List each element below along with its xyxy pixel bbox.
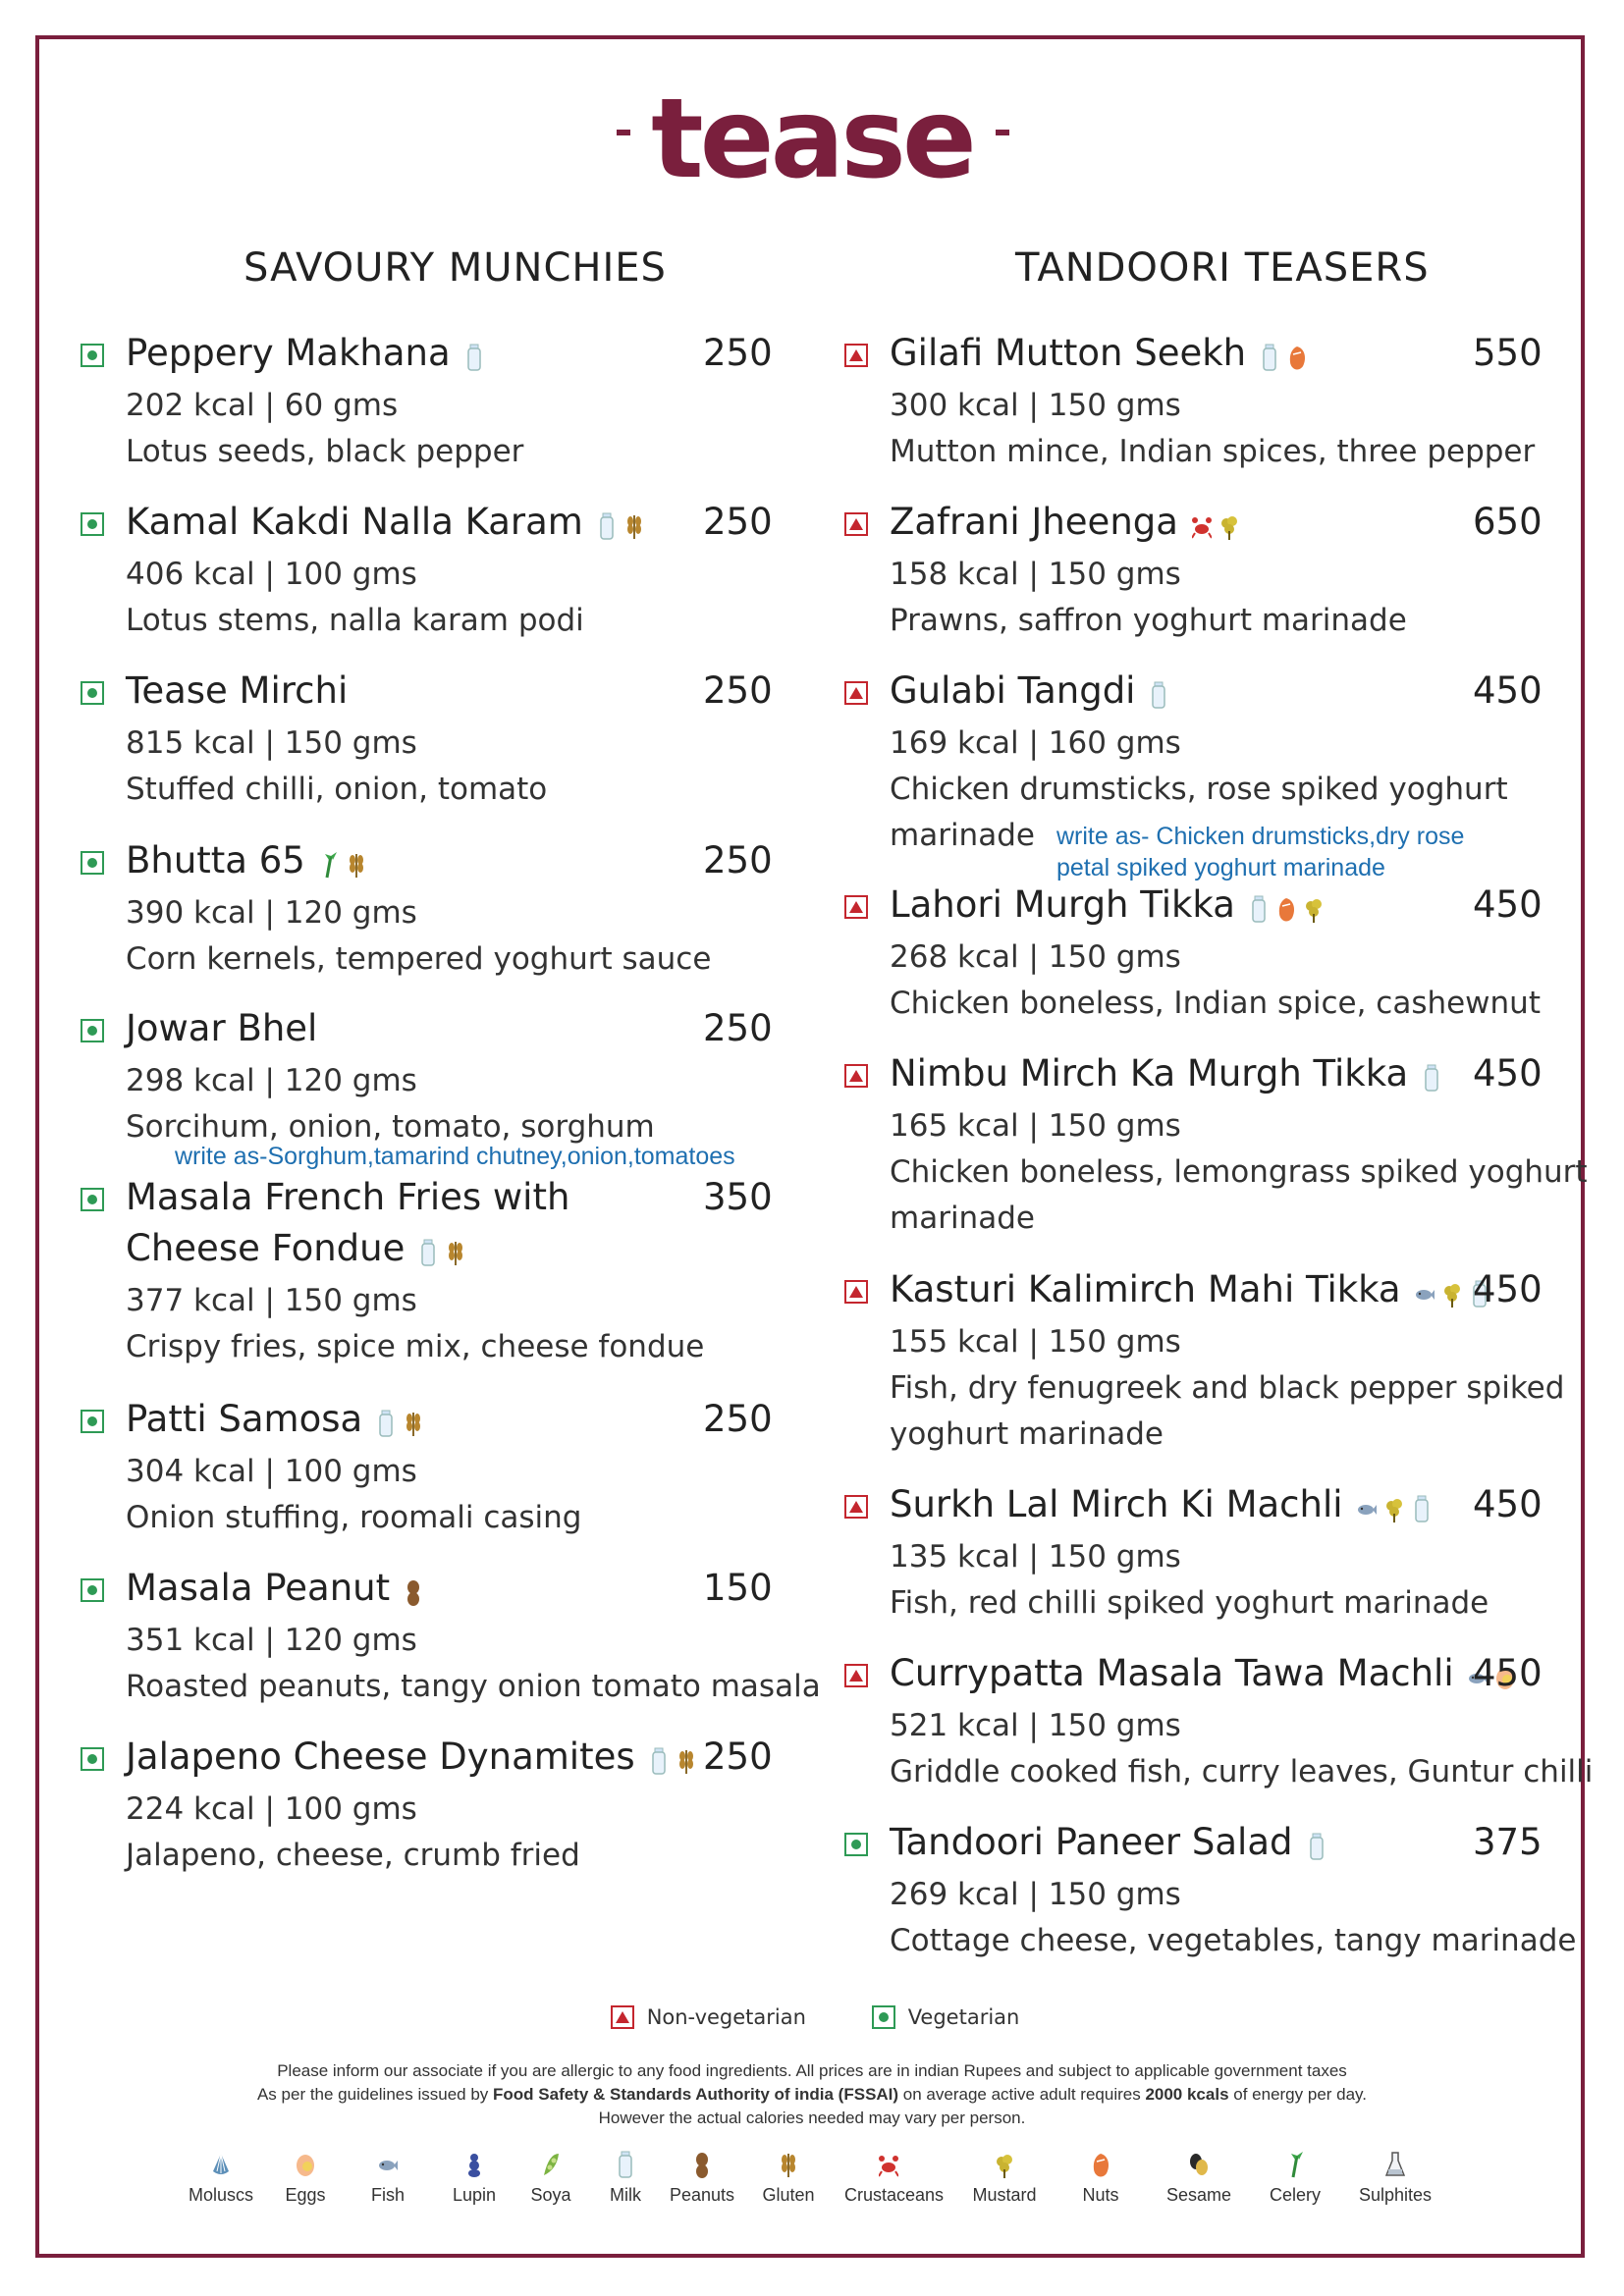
menu-item — [81, 839, 787, 983]
mustard-icon — [995, 2150, 1014, 2179]
item-description: Chicken drumsticks, rose spiked yoghurt — [890, 772, 1508, 807]
footer-line-1: Please inform our associate if you are allergic to any food ingredients. All prices are in indian Rupees and subject to applicable government taxes — [277, 2061, 1347, 2080]
item-allergens — [404, 1569, 431, 1611]
item-description: Crispy fries, spice mix, cheese fondue — [126, 1329, 705, 1364]
nonveg-mark-icon — [844, 681, 868, 705]
item-price: 550 — [1473, 332, 1543, 374]
item-name: Patti Samosa — [126, 1398, 431, 1442]
milk-icon — [376, 1409, 396, 1438]
legend-veg — [872, 2004, 1019, 2029]
milk-icon — [418, 1238, 438, 1267]
menu-item — [81, 1007, 787, 1150]
item-description: Fish, red chilli spiked yoghurt marinade — [890, 1585, 1489, 1621]
item-allergens — [1149, 671, 1176, 714]
menu-item — [844, 1652, 1594, 1795]
menu-item — [844, 332, 1551, 475]
footer-line-2: As per the guidelines issued by Food Safety & Standards Authority of india (FSSAI) on average active adult requires 2000 kcals of energy per day. — [256, 2085, 1368, 2104]
gluten-icon — [404, 1409, 423, 1438]
item-allergens — [418, 1229, 473, 1271]
handwritten-note-gulabi-2: petal spiked yoghurt marinade — [1056, 854, 1385, 881]
nonveg-mark-icon — [844, 1064, 868, 1088]
item-description-line-2: marinade — [890, 1201, 1035, 1236]
milk-icon — [649, 1746, 669, 1776]
item-calories: 298 kcal | 120 gms — [126, 1063, 417, 1098]
nonveg-mark-icon — [844, 1280, 868, 1304]
veg-mark-icon — [81, 1578, 104, 1602]
allergen-key-item — [177, 2150, 265, 2206]
item-price: 350 — [703, 1176, 773, 1218]
lupin-icon — [464, 2150, 484, 2179]
allergen-key-label: Nuts — [1082, 2185, 1119, 2205]
item-description: Mutton mince, Indian spices, three pepper — [890, 434, 1536, 469]
item-name: Currypatta Masala Tawa Machli — [890, 1652, 1523, 1696]
item-calories: 300 kcal | 150 gms — [890, 388, 1181, 423]
milk-icon — [616, 2150, 635, 2179]
item-price: 150 — [703, 1567, 773, 1609]
item-name: Kasturi Kalimirch Mahi Tikka — [890, 1268, 1497, 1312]
veg-mark-icon — [81, 681, 104, 705]
mustard-icon — [1442, 1279, 1462, 1308]
veg-mark-icon — [81, 1410, 104, 1433]
allergen-key-label: Sesame — [1165, 2185, 1232, 2205]
allergen-key-label: Mustard — [972, 2185, 1037, 2205]
item-name-line-2: Cheese Fondue — [126, 1227, 473, 1271]
allergen-key-label: Gluten — [762, 2185, 815, 2205]
menu-item — [81, 1176, 787, 1370]
item-price: 450 — [1473, 1652, 1543, 1694]
item-calories: 304 kcal | 100 gms — [126, 1454, 417, 1489]
item-allergens — [464, 334, 492, 376]
nonveg-mark-icon — [611, 2005, 634, 2029]
logo-text: tease — [651, 86, 973, 203]
item-calories: 351 kcal | 120 gms — [126, 1623, 417, 1658]
item-description: Jalapeno, cheese, crumb fried — [126, 1838, 580, 1873]
footer-line-3: However the actual calories needed may vary per person. — [598, 2109, 1026, 2127]
item-calories: 815 kcal | 150 gms — [126, 725, 417, 761]
soya-icon — [541, 2150, 561, 2179]
allergen-key-item — [744, 2150, 833, 2206]
item-allergens — [649, 1737, 704, 1780]
menu-item — [81, 1735, 787, 1879]
milk-icon — [1307, 1832, 1326, 1861]
peanuts-icon — [404, 1577, 423, 1607]
item-name: Kamal Kakdi Nalla Karam — [126, 501, 652, 545]
allergen-key-label: Lupin — [452, 2185, 497, 2205]
item-description-line-2: marinade — [890, 818, 1035, 853]
veg-mark-icon — [81, 1747, 104, 1771]
nonveg-mark-icon — [844, 1495, 868, 1519]
mustard-icon — [1219, 511, 1239, 541]
item-calories: 169 kcal | 160 gms — [890, 725, 1181, 761]
mustard-icon — [1304, 894, 1324, 924]
allergen-key-item — [1251, 2150, 1339, 2206]
menu-item — [844, 883, 1551, 1027]
item-description: Cottage cheese, vegetables, tangy marinade — [890, 1923, 1577, 1958]
gluten-icon — [677, 1746, 696, 1776]
celery-icon — [319, 850, 339, 880]
item-name: Nimbu Mirch Ka Murgh Tikka — [890, 1052, 1449, 1096]
allergen-key-item — [261, 2150, 350, 2206]
item-price: 250 — [703, 1007, 773, 1049]
crustaceans-icon — [1192, 511, 1212, 541]
item-calories: 224 kcal | 100 gms — [126, 1791, 417, 1827]
menu-item — [81, 332, 787, 475]
nuts-icon — [1091, 2150, 1110, 2179]
gluten-icon — [347, 850, 366, 880]
sulphites-icon — [1385, 2150, 1405, 2179]
milk-icon — [1249, 894, 1269, 924]
fish-icon — [378, 2150, 398, 2179]
item-calories: 406 kcal | 100 gms — [126, 557, 417, 592]
item-price: 250 — [703, 669, 773, 712]
allergen-key-item — [1351, 2150, 1439, 2206]
item-calories: 202 kcal | 60 gms — [126, 388, 399, 423]
veg-mark-icon — [81, 851, 104, 875]
item-calories: 269 kcal | 150 gms — [890, 1877, 1181, 1912]
item-name: Peppery Makhana — [126, 332, 492, 376]
item-name: Surkh Lal Mirch Ki Machli — [890, 1483, 1439, 1527]
item-price: 250 — [703, 1398, 773, 1440]
item-description: Stuffed chilli, onion, tomato — [126, 772, 548, 807]
item-allergens — [1249, 885, 1331, 928]
menu-item — [844, 1821, 1577, 1964]
allergen-key-label: Eggs — [285, 2185, 326, 2205]
crustaceans-icon — [879, 2150, 898, 2179]
milk-icon — [1422, 1063, 1441, 1093]
item-calories: 135 kcal | 150 gms — [890, 1539, 1181, 1575]
nonveg-mark-icon — [844, 895, 868, 919]
item-name: Masala Peanut — [126, 1567, 431, 1611]
item-calories: 521 kcal | 150 gms — [890, 1708, 1181, 1743]
milk-icon — [1412, 1494, 1432, 1523]
veg-mark-icon — [81, 344, 104, 367]
allergen-key-item — [844, 2150, 945, 2206]
item-price: 450 — [1473, 669, 1543, 712]
allergen-key-item — [1056, 2150, 1145, 2206]
item-description: Sorcihum, onion, tomato, sorghum — [126, 1109, 655, 1145]
item-price: 250 — [703, 839, 773, 881]
item-price: 450 — [1473, 1268, 1543, 1310]
eggs-icon — [296, 2150, 315, 2179]
nonveg-mark-icon — [844, 512, 868, 536]
item-price: 250 — [703, 1735, 773, 1778]
menu-item — [844, 501, 1551, 644]
item-description: Corn kernels, tempered yoghurt sauce — [126, 941, 712, 977]
allergen-key-label: Moluscs — [188, 2185, 253, 2205]
celery-icon — [1285, 2150, 1305, 2179]
milk-icon — [1260, 343, 1279, 372]
item-calories: 155 kcal | 150 gms — [890, 1324, 1181, 1360]
item-allergens — [319, 841, 374, 883]
item-calories: 158 kcal | 150 gms — [890, 557, 1181, 592]
item-description: Lotus seeds, black pepper — [126, 434, 524, 469]
menu-item — [844, 1052, 1588, 1242]
item-price: 375 — [1473, 1821, 1543, 1863]
fish-icon — [1357, 1494, 1377, 1523]
item-name: Tandoori Paneer Salad — [890, 1821, 1334, 1865]
item-name: Jalapeno Cheese Dynamites — [126, 1735, 704, 1780]
item-name: Gilafi Mutton Seekh — [890, 332, 1315, 376]
item-name: Jowar Bhel — [126, 1007, 318, 1049]
item-price: 650 — [1473, 501, 1543, 543]
allergen-key-item — [658, 2150, 746, 2206]
item-name: Tease Mirchi — [126, 669, 349, 712]
item-calories: 377 kcal | 150 gms — [126, 1283, 417, 1318]
item-name: Bhutta 65 — [126, 839, 374, 883]
allergen-key-label: Milk — [610, 2185, 641, 2205]
item-description: Fish, dry fenugreek and black pepper spiked — [890, 1370, 1565, 1406]
gluten-icon — [624, 511, 644, 541]
milk-icon — [597, 511, 617, 541]
handwritten-note-jowar: write as-Sorghum,tamarind chutney,onion,tomatoes — [175, 1143, 735, 1170]
item-allergens — [597, 503, 652, 545]
sesame-icon — [1189, 2150, 1209, 2179]
item-price: 450 — [1473, 1483, 1543, 1525]
item-allergens — [1260, 334, 1315, 376]
allergen-key-label: Sulphites — [1358, 2185, 1433, 2205]
item-name: Gulabi Tangdi — [890, 669, 1176, 714]
allergen-key-item — [581, 2150, 670, 2206]
veg-mark-icon — [81, 1188, 104, 1211]
handwritten-note-gulabi-1: write as- Chicken drumsticks,dry rose — [1056, 823, 1465, 850]
section-title-tandoori: TANDOORI TEASERS — [1015, 245, 1430, 291]
menu-item — [844, 1483, 1551, 1627]
menu-item — [81, 1398, 787, 1541]
section-title-savoury: SAVOURY MUNCHIES — [244, 245, 667, 291]
item-allergens — [1307, 1823, 1334, 1865]
allergen-key-label: Fish — [370, 2185, 405, 2205]
legend-veg-label: Vegetarian — [907, 2005, 1020, 2029]
item-price: 250 — [703, 501, 773, 543]
item-name: Masala French Fries with — [126, 1176, 570, 1218]
item-name: Zafrani Jheenga — [890, 501, 1247, 545]
menu-item — [81, 669, 787, 813]
allergen-key-item — [1155, 2150, 1243, 2206]
item-allergens — [376, 1400, 431, 1442]
menu-item — [81, 1567, 821, 1710]
veg-mark-icon — [81, 512, 104, 536]
nonveg-mark-icon — [844, 1664, 868, 1687]
milk-icon — [464, 343, 484, 372]
legend-nonveg-label: Non-vegetarian — [646, 2005, 806, 2029]
fish-icon — [1415, 1279, 1435, 1308]
item-price: 450 — [1473, 1052, 1543, 1095]
allergen-key-item — [344, 2150, 432, 2206]
mustard-icon — [1384, 1494, 1404, 1523]
allergen-key-label: Celery — [1269, 2185, 1321, 2205]
item-description: Chicken boneless, Indian spice, cashewnut — [890, 986, 1541, 1021]
item-description: Prawns, saffron yoghurt marinade — [890, 603, 1407, 638]
item-description: Lotus stems, nalla karam podi — [126, 603, 584, 638]
item-price: 250 — [703, 332, 773, 374]
item-calories: 165 kcal | 150 gms — [890, 1108, 1181, 1144]
item-description-line-2: yoghurt marinade — [890, 1416, 1164, 1452]
menu-item — [81, 501, 787, 644]
peanuts-icon — [692, 2150, 712, 2179]
item-name: Lahori Murgh Tikka — [890, 883, 1331, 928]
nuts-icon — [1276, 894, 1296, 924]
allergen-key-label: Peanuts — [669, 2185, 735, 2205]
moluscs-icon — [211, 2150, 231, 2179]
nonveg-mark-icon — [844, 344, 868, 367]
item-allergens — [1192, 503, 1247, 545]
item-description: Chicken boneless, lemongrass spiked yoghurt — [890, 1154, 1588, 1190]
nuts-icon — [1287, 343, 1307, 372]
item-description: Onion stuffing, roomali casing — [126, 1500, 582, 1535]
menu-item — [844, 1268, 1565, 1458]
gluten-icon — [779, 2150, 798, 2179]
veg-mark-icon — [872, 2005, 895, 2029]
milk-icon — [1149, 680, 1168, 710]
item-price: 450 — [1473, 883, 1543, 926]
veg-mark-icon — [844, 1833, 868, 1856]
allergen-key-item — [430, 2150, 518, 2206]
allergen-key-label: Soya — [530, 2185, 571, 2205]
veg-mark-icon — [81, 1019, 104, 1042]
footer-disclaimer — [118, 2059, 1506, 2130]
allergen-key-label: Crustaceans — [844, 2185, 945, 2205]
item-allergens — [1357, 1485, 1439, 1527]
item-calories: 268 kcal | 150 gms — [890, 939, 1181, 975]
gluten-icon — [446, 1238, 465, 1267]
item-allergens — [1422, 1054, 1449, 1096]
allergen-key-item — [960, 2150, 1049, 2206]
item-description: Griddle cooked fish, curry leaves, Guntur chilli — [890, 1754, 1594, 1789]
item-description: Roasted peanuts, tangy onion tomato masala — [126, 1669, 821, 1704]
tease-logo — [609, 86, 1015, 212]
item-calories: 390 kcal | 120 gms — [126, 895, 417, 931]
legend-nonveg — [611, 2004, 806, 2029]
